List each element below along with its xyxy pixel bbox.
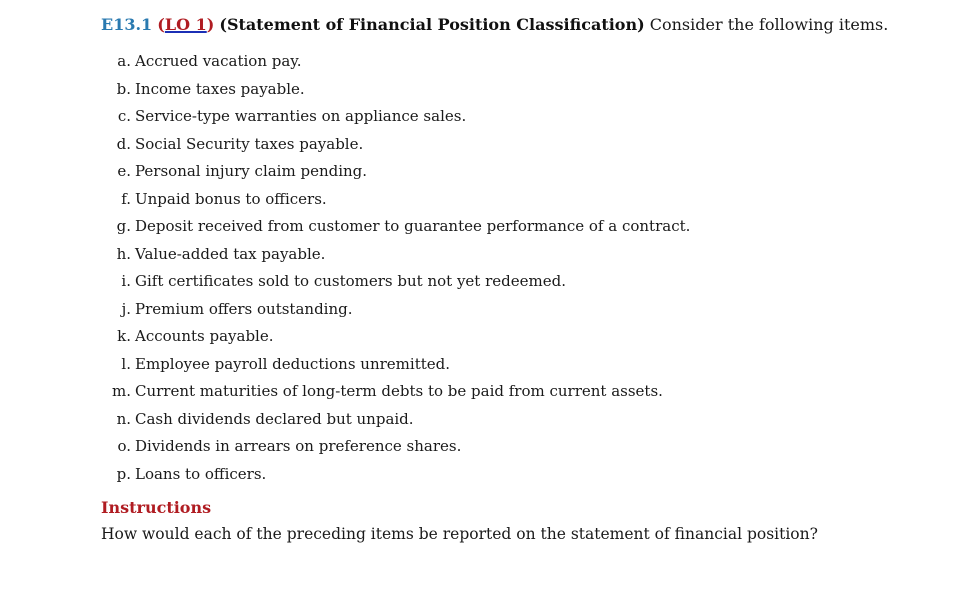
item-text: Accrued vacation pay. — [135, 52, 302, 70]
list-item — [101, 463, 690, 491]
item-label: i. — [121, 272, 131, 290]
list-item — [101, 325, 690, 353]
list-item — [101, 78, 690, 106]
list-item — [101, 270, 690, 298]
item-text: Personal injury claim pending. — [135, 162, 368, 180]
list-item — [101, 408, 690, 436]
item-label: c. — [117, 107, 131, 125]
list-item — [101, 298, 690, 326]
exercise-topic: (Statement of Financial Position Classification) — [219, 15, 645, 34]
list-item — [101, 160, 690, 188]
list-item — [101, 380, 690, 408]
list-item — [101, 353, 690, 381]
item-text: Current maturities of long-term debts to be paid from current assets. — [135, 382, 663, 400]
exercise-number: E13.1 — [101, 15, 153, 34]
list-item — [101, 215, 690, 243]
item-label: l. — [121, 354, 131, 373]
item-text: Unpaid bonus to officers. — [135, 189, 327, 208]
learning-objective-link[interactable]: LO 1 — [164, 15, 207, 34]
item-label: e. — [117, 162, 131, 180]
lo-paren-open: ( — [157, 15, 165, 34]
list-item — [101, 105, 690, 133]
item-label: a. — [117, 52, 131, 70]
item-label: d. — [116, 134, 131, 153]
item-text: Employee payroll deductions unremitted. — [135, 354, 450, 373]
item-text: Deposit received from customer to guarantee performance of a contract. — [135, 217, 691, 235]
item-text: Social Security taxes payable. — [135, 134, 364, 153]
item-label: h. — [116, 244, 131, 263]
item-label: m. — [112, 382, 131, 400]
item-text: Premium offers outstanding. — [135, 299, 353, 318]
item-text: Loans to officers. — [135, 464, 267, 483]
item-label: n. — [116, 409, 131, 428]
exercise — [101, 14, 889, 543]
item-text: Cash dividends declared but unpaid. — [135, 409, 414, 428]
exercise-title — [101, 14, 888, 36]
instructions-question: How would each of the preceding items be reported on the statement of financial position? — [101, 525, 818, 543]
item-label: f. — [121, 189, 131, 208]
items-list — [101, 50, 690, 490]
item-label: g. — [116, 217, 131, 235]
list-item — [101, 50, 690, 78]
item-label: j. — [121, 299, 131, 318]
item-text: Dividends in arrears on preference shares. — [135, 437, 462, 455]
instructions-heading: Instructions — [101, 498, 212, 517]
item-label: o. — [117, 437, 131, 455]
list-item — [101, 243, 690, 271]
item-label: p. — [116, 464, 131, 483]
list-item — [101, 435, 690, 463]
item-text: Service-type warranties on appliance sales. — [135, 107, 467, 125]
item-label: k. — [117, 327, 131, 345]
item-text: Accounts payable. — [135, 327, 274, 345]
item-text: Value-added tax payable. — [135, 244, 326, 263]
item-label: b. — [116, 79, 131, 98]
item-text: Income taxes payable. — [135, 79, 305, 98]
list-item — [101, 188, 690, 216]
item-text: Gift certificates sold to customers but not yet redeemed. — [135, 272, 566, 290]
exercise-intro: Consider the following items. — [649, 15, 889, 34]
lo-paren-close: ) — [206, 15, 215, 34]
list-item — [101, 133, 690, 161]
